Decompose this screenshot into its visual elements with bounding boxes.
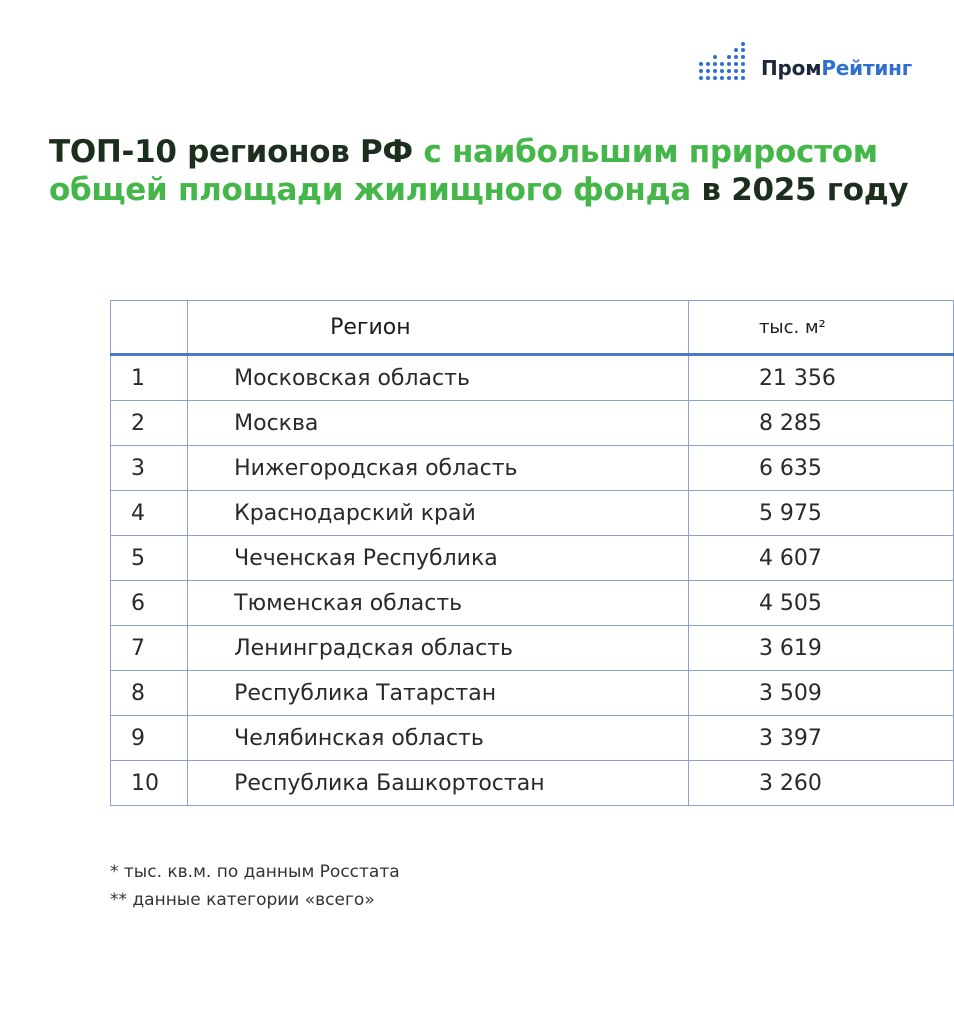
logo-text-part2: Рейтинг: [821, 56, 913, 80]
logo-text: [761, 56, 912, 80]
table-row: [111, 626, 954, 671]
page-title: [49, 133, 929, 209]
header-value: тыс. м²: [688, 301, 953, 355]
row-num: 9: [111, 716, 188, 761]
row-region: Тюменская область: [188, 581, 689, 626]
row-region: Чеченская Республика: [188, 536, 689, 581]
row-value: 5 975: [688, 491, 953, 536]
row-region: Краснодарский край: [188, 491, 689, 536]
table-row: [111, 671, 954, 716]
table-row: [111, 401, 954, 446]
row-value: 3 509: [688, 671, 953, 716]
table-row: [111, 761, 954, 806]
table-row: [111, 536, 954, 581]
logo-bars-icon: [697, 42, 747, 82]
footnote-category: ** данные категории «всего»: [110, 890, 375, 910]
row-value: 3 619: [688, 626, 953, 671]
row-value: 21 356: [688, 355, 953, 401]
logo: [697, 42, 937, 82]
row-region: Республика Башкортостан: [188, 761, 689, 806]
row-num: 4: [111, 491, 188, 536]
row-num: 3: [111, 446, 188, 491]
row-num: 8: [111, 671, 188, 716]
row-value: 3 260: [688, 761, 953, 806]
row-region: Москва: [188, 401, 689, 446]
table-row: [111, 716, 954, 761]
title-segment-4: в 2025 году: [701, 172, 909, 208]
header-region: Регион: [188, 301, 689, 355]
row-num: 6: [111, 581, 188, 626]
row-region: Нижегородская область: [188, 446, 689, 491]
rating-table: [110, 300, 954, 806]
row-num: 5: [111, 536, 188, 581]
row-num: 1: [111, 355, 188, 401]
table-row: [111, 581, 954, 626]
row-value: 4 505: [688, 581, 953, 626]
title-segment-1: ТОП-10 регионов РФ: [49, 134, 413, 170]
table-row: [111, 355, 954, 401]
row-value: 4 607: [688, 536, 953, 581]
table-header-row: [111, 301, 954, 355]
row-region: Московская область: [188, 355, 689, 401]
header-num: [111, 301, 188, 355]
row-num: 10: [111, 761, 188, 806]
row-region: Челябинская область: [188, 716, 689, 761]
table-row: [111, 491, 954, 536]
title-segment-2: с наибольшим приростом: [423, 134, 878, 170]
footnote-source: * тыс. кв.м. по данным Росстата: [110, 862, 400, 882]
row-num: 7: [111, 626, 188, 671]
logo-text-part1: Пром: [761, 56, 822, 80]
table-row: [111, 446, 954, 491]
row-region: Республика Татарстан: [188, 671, 689, 716]
row-value: 3 397: [688, 716, 953, 761]
row-value: 8 285: [688, 401, 953, 446]
row-num: 2: [111, 401, 188, 446]
title-segment-3: общей площади жилищного фонда: [49, 172, 691, 208]
row-region: Ленинградская область: [188, 626, 689, 671]
row-value: 6 635: [688, 446, 953, 491]
